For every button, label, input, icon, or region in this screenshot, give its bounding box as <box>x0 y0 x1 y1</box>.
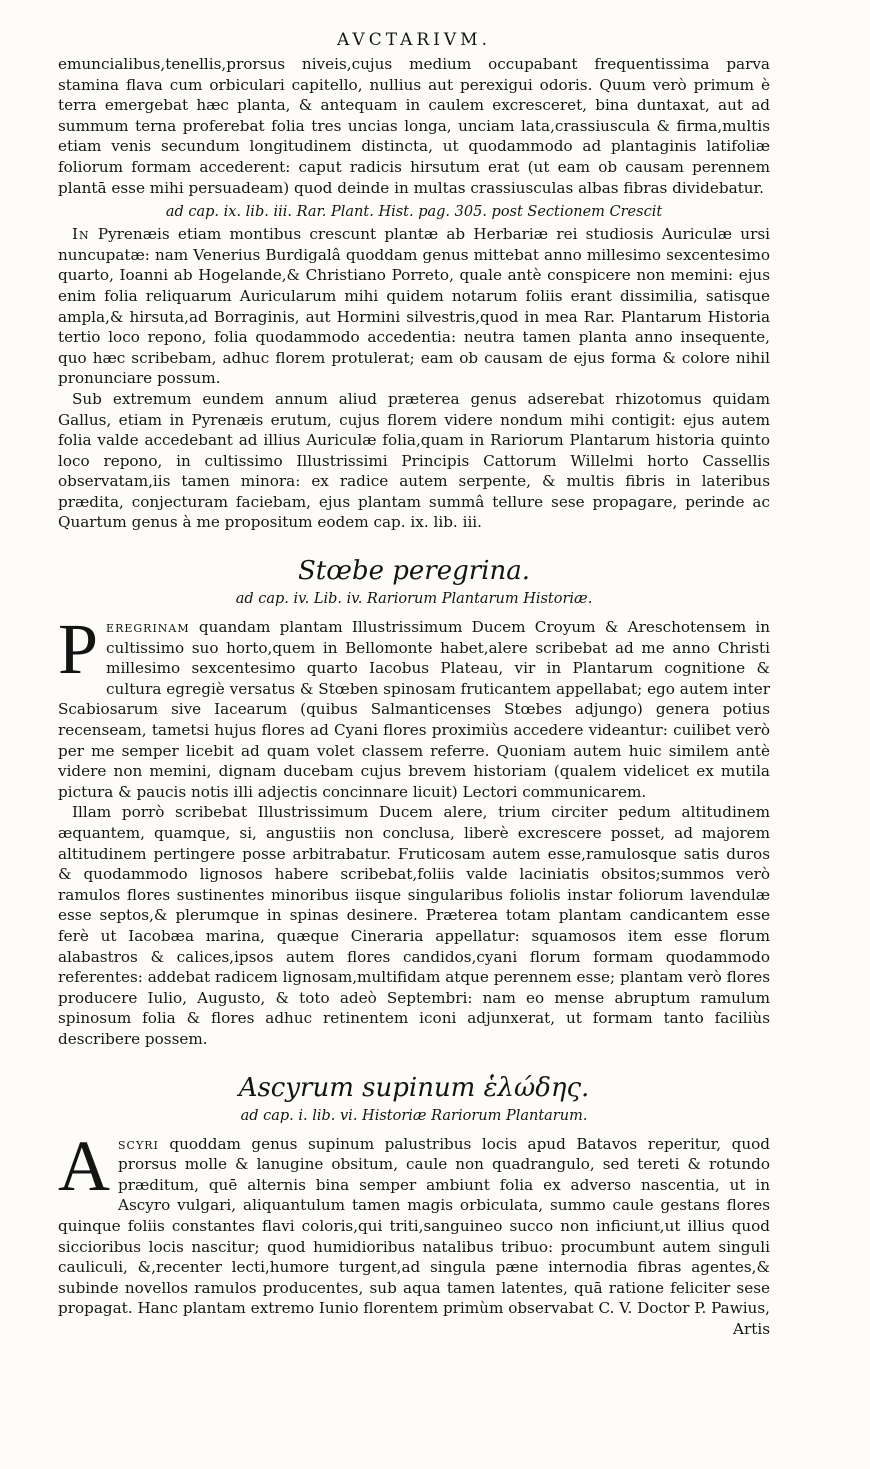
stoebe-text-block <box>58 609 770 1049</box>
drop-cap: A <box>58 1125 110 1206</box>
stoebe-paragraph-2: Illam porrò scribebat Illustrissimum Ducem alere, trium circiter pedum altitudinem æquantem, quamque, si, angustiis non conclusa, liberè excrescere posset, ad majorem altitudinem pertingere posse arbitrabatur. Fruticosam autem esse,ramulosque satis duros & quodammodo lignosos habere scribebat,foliis valde laciniatis obsitos;summos verò ramulos flores sustinentes minoribus iisque singularibus foliolis instar foliorum lavendulæ esse septos,& plerumque in spinas desinere. Præterea totam plantam candicantem esse ferè ut Iacobæa marina, quæque Cineraria appellatur: squamosos item esse florum alabastros & calices,ipsos autem flores candidos,cyani florum formam quodammodo referentes: addebat radicem lignosam,multifidam atque perennem esse; plantam verò flores producere Iulio, Augusto, & toto adeò Septembri: nam eo mense abruptum ramulum spinosum folia & flores adhuc retinentem iconi adjunxerat, ut formam tanto faciliùs describere possem. <box>58 803 770 1048</box>
continued-text-block <box>58 54 770 198</box>
section-title-stoebe: Stœbe peregrina. <box>297 556 530 587</box>
catchword: Artis <box>733 1319 770 1338</box>
auricula-text-block <box>58 224 770 533</box>
running-head: AVCTARIVM. <box>336 30 491 50</box>
section-reference-ascyrum: ad cap. i. lib. vi. Historiæ Rariorum Plantarum. <box>240 1107 588 1124</box>
paragraph-body: quoddam genus supinum palustribus locis apud Batavos reperitur, quod prorsus molle & lanugine obsitum, caule non quadrangulo, sed tereti & rotundo præditum, quē alternis bina semper ambiunt folia ex adverso nascentia, ut in Ascyro vulgari, aliquantulum tamen magis orbiculata, summo caule gestans flores quinque foliis constantes flavi coloris,qui triti,sanguineo succo non inficiunt,ut illius quod siccioribus locis nascitur; quod humidioribus natalibus tribuo: procumbunt autem singuli cauliculi, &,recenter lecti,humore turgent,ad singula pæne internodia fibras agentes,& subinde novellos ramulos producentes, sub aqua tamen latentes, quā ratione feliciter sese propagat. Hanc plantam extremo Iunio florentem primùm observabat C. V. Doctor P. Pawius, <box>58 1134 770 1318</box>
stoebe-paragraph-1 <box>58 609 770 802</box>
chapter-reference: ad cap. ix. lib. iii. Rar. Plant. Hist. pag. 305. post Sectionem Crescit <box>165 204 663 221</box>
continued-paragraph: emuncialibus,tenellis,prorsus niveis,cujus medium occupabant frequentissima parva stamina flava cum orbiculari capitello, nullius aut perexigui odoris. Quum verò primum è terra emergebat hæc planta, & antequam in caulem excresceret, bina duntaxat, aut ad summum terna proferebat folia tres uncias longa, unciam lata,crassiuscula & firma,multis etiam venis secundum longitudinem distincta, ut quodammodo ad plantaginis latifoliæ foliorum formam accederent: caput radicis hirsutum erat (ut eam ob causam perennem plantā esse mihi persuadeam) quod deinde in multas crassiusculas albas fibras dividebatur. <box>58 55 770 197</box>
paragraph-lead-word: In <box>72 225 90 244</box>
ascyrum-paragraph-1 <box>58 1125 770 1319</box>
section-reference-stoebe: ad cap. iv. Lib. iv. Rariorum Plantarum Historiæ. <box>235 591 593 608</box>
paragraph-lead-word: scyri <box>118 1134 159 1153</box>
paragraph-lead-word: eregrinam <box>106 618 190 637</box>
page <box>58 30 770 1339</box>
auricula-paragraph-2: Sub extremum eundem annum aliud præterea genus adserebat rhizotomus quidam Gallus, etiam in Pyrenæis erutum, cujus florem videre nondum mihi contigit: ejus autem folia valde accedebant ad illius Auriculæ folia,quam in Rariorum Plantarum historia quinto loco repono, in cultissimo Illustrissimi Principis Cattorum Willelmi horto Cassellis observatam,iis tamen minora: ex radice autem serpente, & multis fibris in lateribus prædita, conjecturam faciebam, ejus plantam summâ tellure sese propagare, perinde ac Quartum genus à me propositum eodem cap. ix. lib. iii. <box>58 389 770 532</box>
paragraph-body: Pyrenæis etiam montibus crescunt plantæ ab Herbariæ rei studiosis Auriculæ ursi nuncupatæ: nam Venerius Burdigalâ quoddam genus mittebat anno millesimo sexcentesimo quarto, Ioanni ab Hogelande,& Christiano Porreto, quale antè conspicere non memini: ejus enim folia reliquarum Auricularum mihi quidem notarum foliis erant dissimilia, satisque ampla,& hirsuta,ad Borraginis, aut Hormini silvestris,quod in mea Rar. Plantarum Historia tertio loco repono, folia quodammodo accedentia: neutra tamen planta anno insequente, quo hæc scribebam, adhuc florem protulerat; eam ob causam de ejus forma & colore nihil pronunciare possum. <box>58 225 770 388</box>
ascyrum-text-block <box>58 1125 770 1340</box>
auricula-paragraph-1 <box>58 224 770 389</box>
paragraph-body: quandam plantam Illustrissimum Ducem Croyum & Areschotensem in cultissimo suo horto,quem in Bellomonte habet,alere scribebat ad me anno Christi millesimo sexcentesimo quarto Iacobus Plateau, vir in Plantarum cognitione & cultura egregiè versatus & Stœben spinosam fruticantem appellabat; ego autem inter Scabiosarum sive Iacearum (quibus Salmanticenses Stœbes adjungo) genera potius recenseam, tametsi hujus flores ad Cyani flores proximiùs accedere videantur: cuilibet verò per me semper licebit ad quam volet classem referre. Quoniam autem huic similem antè videre non memini, dignam ducebam cujus brevem historiam (qualem videlicet ex mutila pictura & paucis notis illi adjectis concinnare licuit) Lectori communicarem. <box>58 618 770 801</box>
section-title-ascyrum: Ascyrum supinum ἑλώδης. <box>238 1072 590 1103</box>
drop-cap: P <box>58 609 99 690</box>
